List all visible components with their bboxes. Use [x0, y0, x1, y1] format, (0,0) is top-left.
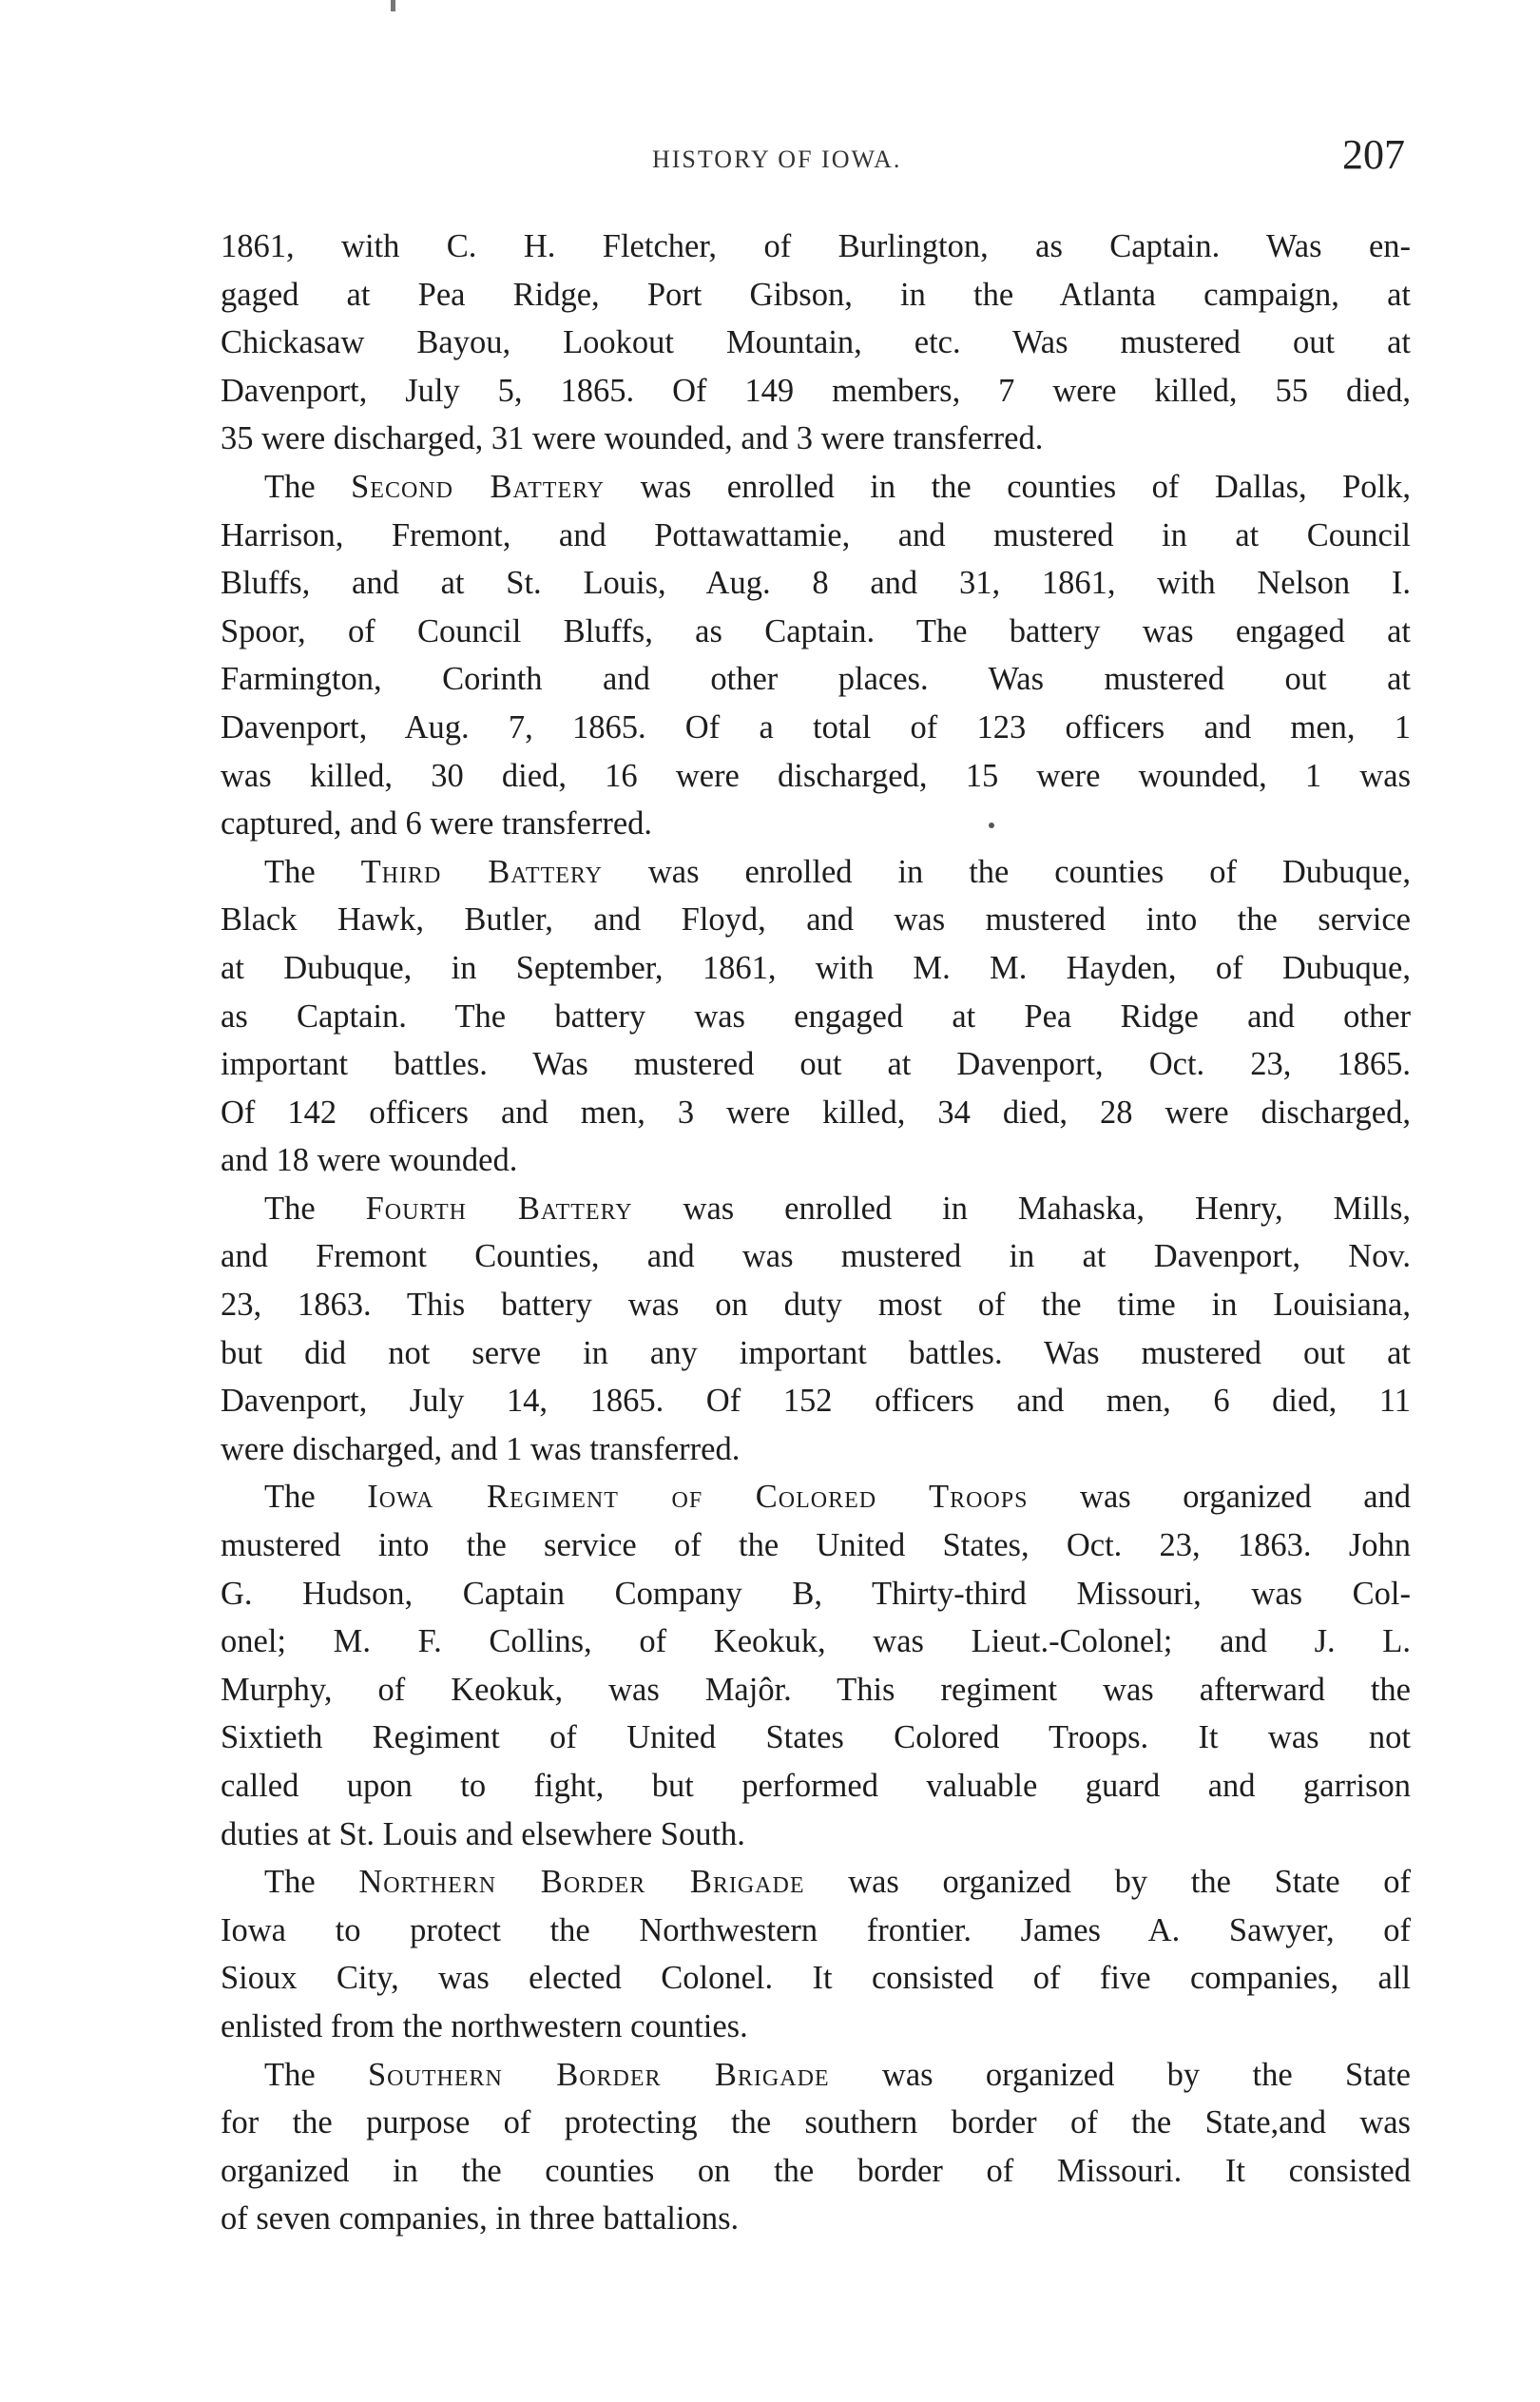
- unit-name: Third Battery: [360, 853, 603, 890]
- paragraph-first-line: [221, 2051, 1411, 2100]
- text-line: and Fremont Counties, and was mustered in at Davenport, Nov.: [221, 1238, 1411, 1275]
- text-line: important battles. Was mustered out at Davenport, Oct. 23, 1865.: [221, 1046, 1411, 1083]
- text-line: captured, and 6 were transferred.: [221, 805, 653, 843]
- text-line: Davenport, July 14, 1865. Of 152 officers and men, 6 died, 11: [221, 1383, 1411, 1420]
- paragraph-first-line: [221, 848, 1411, 897]
- line-rest: was enrolled in Mahaska, Henry, Mills,: [683, 1190, 1411, 1227]
- text-line: Sioux City, was elected Colonel. It consisted of five companies, all: [221, 1960, 1411, 1997]
- text-line: Black Hawk, Butler, and Floyd, and was mustered into the service: [221, 901, 1411, 939]
- running-head: [0, 128, 1540, 185]
- lead-word: The: [264, 1864, 316, 1901]
- text-line: 35 were discharged, 31 were wounded, and 3 were transferred.: [221, 420, 1044, 457]
- text-line: mustered into the service of the United States, Oct. 23, 1863. John: [221, 1527, 1411, 1564]
- unit-name: Iowa Regiment of Colored Troops: [367, 1479, 1029, 1516]
- text-line: Harrison, Fremont, and Pottawattamie, and mustered in at Council: [221, 516, 1411, 553]
- text-line: Murphy, of Keokuk, was Majôr. This regiment was afterward the: [221, 1671, 1411, 1708]
- paragraph-first-line: [221, 1858, 1411, 1907]
- text-line: and 18 were wounded.: [221, 1142, 518, 1179]
- text-line: enlisted from the northwestern counties.: [221, 2007, 748, 2044]
- text-line: duties at St. Louis and elsewhere South.: [221, 1815, 745, 1852]
- unit-name: Fourth Battery: [365, 1190, 633, 1227]
- scan-mark: [391, 0, 395, 11]
- text-line: gaged at Pea Ridge, Port Gibson, in the Atlanta campaign, at: [221, 276, 1411, 313]
- text-line: for the purpose of protecting the southern border of the State,and was: [221, 2104, 1411, 2141]
- paragraph-first-line: [221, 1185, 1411, 1233]
- text-line: Davenport, Aug. 7, 1865. Of a total of 123 officers and men, 1: [221, 708, 1411, 746]
- body-text: [221, 223, 1411, 2243]
- text-line: G. Hudson, Captain Company B, Thirty-third Missouri, was Col-: [221, 1575, 1411, 1612]
- text-line: 1861, with C. H. Fletcher, of Burlington, as Captain. Was en-: [221, 228, 1411, 264]
- text-line: onel; M. F. Collins, of Keokuk, was Lieut.-Colonel; and J. L.: [221, 1623, 1411, 1660]
- text-line: 23, 1863. This battery was on duty most of the time in Louisiana,: [221, 1287, 1411, 1324]
- page-number: 207: [1342, 131, 1405, 178]
- lead-word: The: [264, 2056, 316, 2093]
- lead-word: The: [264, 853, 316, 890]
- text-line: were discharged, and 1 was transferred.: [221, 1430, 741, 1467]
- line-rest: was organized and: [1080, 1479, 1412, 1516]
- text-line: of seven companies, in three battalions.: [221, 2200, 740, 2237]
- lead-word: The: [264, 1479, 316, 1516]
- line-rest: was enrolled in the counties of Dallas, Polk,: [640, 468, 1412, 505]
- unit-name: Second Battery: [351, 468, 606, 505]
- text-line: Spoor, of Council Bluffs, as Captain. The battery was engaged at: [221, 612, 1411, 649]
- text-line: called upon to fight, but performed valuable guard and garrison: [221, 1768, 1411, 1804]
- unit-name: Southern Border Brigade: [368, 2056, 830, 2093]
- text-line: at Dubuque, in September, 1861, with M. M. Hayden, of Dubuque,: [221, 949, 1411, 986]
- text-line: Sixtieth Regiment of United States Colored Troops. It was not: [221, 1719, 1411, 1756]
- line-rest: was organized by the State of: [848, 1864, 1412, 1901]
- text-line: Farmington, Corinth and other places. Was mustered out at: [221, 661, 1411, 698]
- line-rest: was enrolled in the counties of Dubuque,: [647, 853, 1411, 890]
- text-line: was killed, 30 died, 16 were discharged, 15 were wounded, 1 was: [221, 757, 1411, 794]
- text-line: Of 142 officers and men, 3 were killed, 34 died, 28 were discharged,: [221, 1094, 1411, 1131]
- text-line: organized in the counties on the border of Missouri. It consisted: [221, 2152, 1411, 2189]
- lead-word: The: [264, 1190, 316, 1227]
- text-line: Chickasaw Bayou, Lookout Mountain, etc. Was mustered out at: [221, 324, 1411, 361]
- line-rest: was organized by the State: [881, 2056, 1411, 2093]
- paragraph-first-line: [221, 1473, 1411, 1521]
- running-title: HISTORY OF IOWA.: [652, 145, 902, 173]
- text-line: Davenport, July 5, 1865. Of 149 members, 7 were killed, 55 died,: [221, 372, 1411, 409]
- text-line: as Captain. The battery was engaged at Pea Ridge and other: [221, 998, 1411, 1035]
- text-line: Bluffs, and at St. Louis, Aug. 8 and 31, 1861, with Nelson I.: [221, 565, 1411, 602]
- unit-name: Northern Border Brigade: [358, 1864, 805, 1901]
- lead-word: The: [264, 468, 316, 505]
- text-line: Iowa to protect the Northwestern frontier. James A. Sawyer, of: [221, 1911, 1411, 1948]
- text-line: but did not serve in any important battles. Was mustered out at: [221, 1334, 1411, 1371]
- paragraph-first-line: [221, 463, 1411, 512]
